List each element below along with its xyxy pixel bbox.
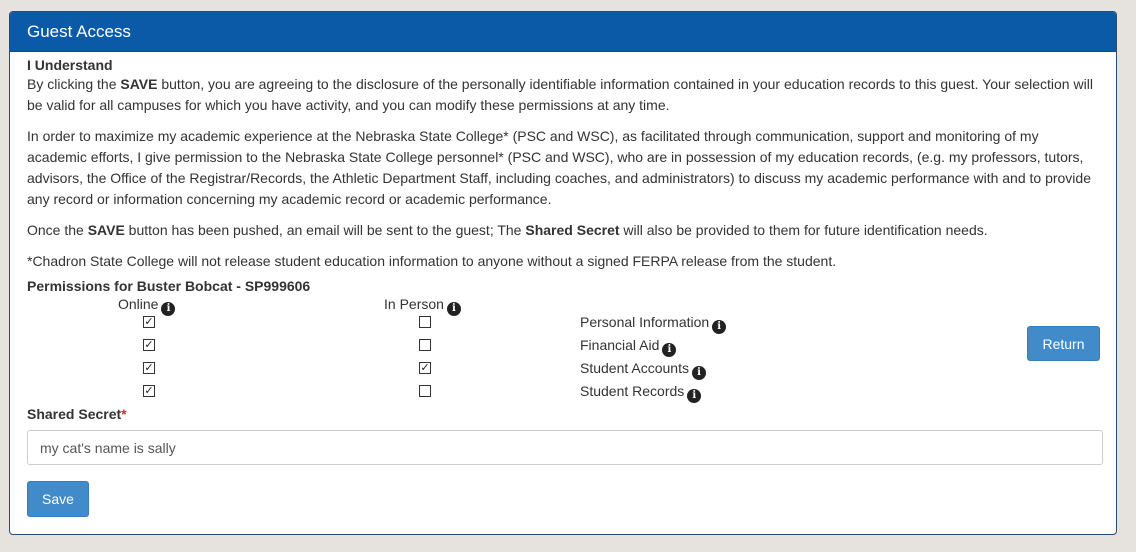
financial-aid-online-checkbox[interactable]: ✓ — [144, 339, 154, 351]
online-column-header: Online i — [118, 295, 175, 316]
student-records-online-checkbox[interactable]: ✓ — [144, 385, 154, 397]
financial-aid-in-person-checkbox[interactable] — [419, 339, 431, 351]
return-button[interactable]: Return — [1027, 326, 1100, 361]
understand-heading: I Understand — [27, 57, 113, 73]
info-icon[interactable]: i — [687, 389, 701, 403]
info-icon[interactable]: i — [662, 343, 676, 357]
panel-title: Guest Access — [10, 12, 1116, 52]
permissions-title: Permissions for Buster Bobcat - SP999606 — [27, 278, 311, 294]
student-accounts-online-checkbox[interactable]: ✓ — [144, 362, 154, 374]
ferpa-permission-paragraph: In order to maximize my academic experience at the Nebraska State College* (PSC and WSC), as facilitated through communication, support and monitoring of my academic efforts, I give permission to the Nebraska State College personnel* (PSC and WSC), who are in possession of my education records, (e.g. my professors, tutors, advisors, the Office of the Registrar/Records, the Athletic Department Staff, including coaches, and administrators) to discuss my academic performance with and to provide any record or information concerning my academic record or academic performance. — [27, 128, 1091, 207]
info-icon[interactable]: i — [692, 366, 706, 380]
required-marker: * — [121, 406, 127, 422]
row-label-student-records: Student Records i — [580, 382, 701, 403]
shared-secret-label: Shared Secret* — [27, 406, 127, 422]
row-label-financial-aid: Financial Aid i — [580, 336, 676, 357]
info-icon[interactable]: i — [447, 302, 461, 316]
in-person-column-header: In Person i — [384, 295, 461, 316]
shared-secret-input[interactable] — [27, 430, 1103, 465]
guest-access-panel — [9, 11, 1117, 535]
chadron-notice-paragraph: *Chadron State College will not release student education information to anyone without a signed FERPA release from the student. — [27, 253, 837, 269]
student-accounts-in-person-checkbox[interactable]: ✓ — [420, 362, 430, 374]
info-icon[interactable]: i — [161, 302, 175, 316]
personal-information-in-person-checkbox[interactable] — [419, 316, 431, 328]
panel-body — [10, 52, 1116, 517]
student-records-in-person-checkbox[interactable] — [419, 385, 431, 397]
save-button[interactable]: Save — [27, 481, 89, 517]
agreement-paragraph: By clicking the SAVE button, you are agreeing to the disclosure of the personally identifiable information contained in your education records to this guest. Your selection will be valid for all campuses for which you have activity, and you can modify these permissions at any time. — [27, 76, 1093, 113]
row-label-personal-information: Personal Information i — [580, 313, 726, 334]
email-notice-paragraph: Once the SAVE button has been pushed, an email will be sent to the guest; The Shared Secret will also be provided to them for future identification needs. — [27, 222, 988, 238]
permissions-grid — [27, 295, 1099, 405]
row-label-student-accounts: Student Accounts i — [580, 359, 706, 380]
personal-information-online-checkbox[interactable]: ✓ — [144, 316, 154, 328]
info-icon[interactable]: i — [712, 320, 726, 334]
